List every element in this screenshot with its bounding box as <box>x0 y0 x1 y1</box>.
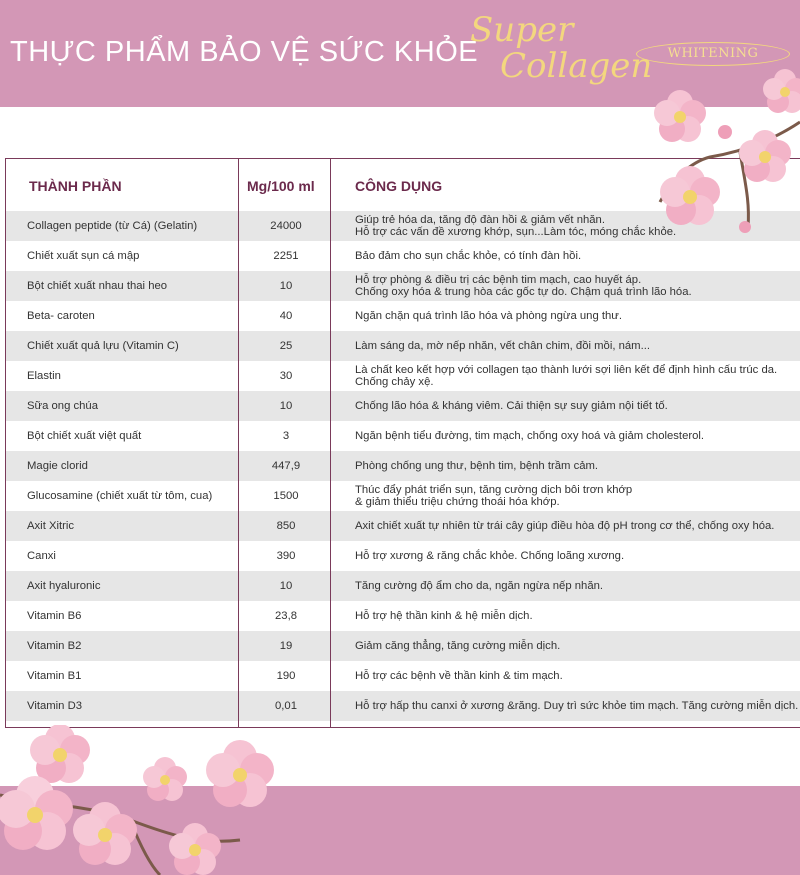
column-header-use: CÔNG DỤNG <box>355 178 443 194</box>
ingredient-use-line: Hỗ trợ xương & răng chắc khỏe. Chống loãng xương. <box>355 550 625 562</box>
table-row <box>6 241 800 271</box>
ingredient-name: Axit Xitric <box>27 520 75 532</box>
table-row <box>6 511 800 541</box>
ingredient-name: Canxi <box>27 550 56 562</box>
table-row <box>6 481 800 511</box>
table-row <box>6 691 800 721</box>
ingredient-use <box>355 391 797 421</box>
ingredient-use <box>355 331 797 361</box>
ingredient-use <box>355 661 797 691</box>
ingredient-name: Bột chiết xuất nhau thai heo <box>27 280 168 292</box>
ingredient-name: Glucosamine (chiết xuất từ tôm, cua) <box>27 490 213 502</box>
ingredient-use-line: Là chất keo kết hợp với collagen tạo thành lưới sợi liên kết để định hình cấu trúc da. <box>355 364 778 376</box>
table-row <box>6 541 800 571</box>
whitening-badge: WHITENING <box>636 42 790 66</box>
ingredient-amount: 23,8 <box>275 610 297 622</box>
table-row <box>6 391 800 421</box>
ingredient-use <box>355 241 797 271</box>
ingredient-name: Sữa ong chúa <box>27 400 99 412</box>
ingredient-name: Chiết xuất sụn cá mập <box>27 250 140 262</box>
table-row <box>6 661 800 691</box>
table-row <box>6 271 800 301</box>
ingredient-amount: 24000 <box>270 220 302 232</box>
ingredient-use-line: Chống lão hóa & kháng viêm. Cải thiện sự suy giảm nội tiết tố. <box>355 400 668 412</box>
ingredient-use-line: Hỗ trợ hấp thu canxi ở xương &răng. Duy trì sức khỏe tim mạch. Tăng cường miễn dịch. <box>355 700 799 712</box>
ingredient-name: Vitamin B6 <box>27 610 82 622</box>
ingredient-use-line: Chống chảy xệ. <box>355 376 434 388</box>
table-row <box>6 301 800 331</box>
ingredient-amount: 10 <box>279 580 293 592</box>
ingredient-use <box>355 451 797 481</box>
ingredient-use <box>355 541 797 571</box>
ingredient-amount: 2251 <box>273 250 299 262</box>
ingredient-name: Vitamin B1 <box>27 670 82 682</box>
ingredient-amount: 447,9 <box>271 460 301 472</box>
ingredient-use-line: Ngăn chặn quá trình lão hóa và phòng ngừa ung thư. <box>355 310 622 322</box>
brand-logo-super: Super <box>470 10 574 50</box>
ingredient-name: Collagen peptide (từ Cá) (Gelatin) <box>27 220 198 232</box>
ingredient-use-line: Hỗ trợ các vấn đề xương khớp, sụn...Làm tóc, móng chắc khỏe. <box>355 226 677 238</box>
ingredient-use-line: Hỗ trợ phòng & điều trị các bệnh tim mạch, cao huyết áp. <box>355 274 642 286</box>
ingredient-amount: 190 <box>276 670 296 682</box>
table-row <box>6 571 800 601</box>
ingredient-use <box>355 631 797 661</box>
ingredient-name: Bột chiết xuất việt quất <box>27 430 142 442</box>
table-row <box>6 361 800 391</box>
ingredient-use <box>355 421 797 451</box>
column-divider <box>238 158 239 727</box>
ingredient-name: Vitamin B2 <box>27 640 82 652</box>
column-header-ingredient: THÀNH PHẦN <box>29 178 122 194</box>
ingredient-use-line: Axit chiết xuất tự nhiên từ trái cây giúp điều hòa độ pH trong cơ thể, chống oxy hóa. <box>355 520 775 532</box>
ingredient-amount: 10 <box>279 400 293 412</box>
ingredient-amount: 40 <box>279 310 293 322</box>
ingredient-amount: 1500 <box>273 490 299 502</box>
ingredient-amount: 0,01 <box>275 700 297 712</box>
ingredient-amount: 390 <box>276 550 296 562</box>
cherry-blossom-bottom-left <box>0 725 290 875</box>
ingredient-use <box>355 301 797 331</box>
table-row <box>6 331 800 361</box>
ingredient-name: Magie clorid <box>27 460 88 472</box>
ingredient-name: Beta- caroten <box>27 310 95 322</box>
ingredient-amount: 3 <box>282 430 290 442</box>
table-row <box>6 421 800 451</box>
ingredient-use <box>355 271 797 301</box>
ingredient-use-line: Hỗ trợ các bệnh về thần kinh & tim mạch. <box>355 670 563 682</box>
ingredient-use-line: Giảm căng thẳng, tăng cường miễn dịch. <box>355 640 561 652</box>
ingredient-use-line: Tăng cường độ ẩm cho da, ngăn ngừa nếp nhăn. <box>355 580 604 592</box>
ingredient-use <box>355 511 797 541</box>
table-body <box>6 211 800 721</box>
ingredient-name: Chiết xuất quả lựu (Vitamin C) <box>27 340 179 352</box>
page-title: THỰC PHẨM BẢO VỆ SỨC KHỎE <box>10 36 479 68</box>
ingredient-use <box>355 691 797 721</box>
cherry-blossom-top-right <box>620 62 800 242</box>
ingredients-table <box>5 158 800 728</box>
ingredient-use <box>355 601 797 631</box>
ingredient-use-line: Giúp trẻ hóa da, tăng độ đàn hồi & giảm vết nhăn. <box>355 214 605 226</box>
ingredient-amount: 850 <box>276 520 296 532</box>
ingredient-amount: 25 <box>279 340 293 352</box>
brand-logo-collagen: Collagen <box>500 46 653 86</box>
ingredient-use-line: Bảo đảm cho sụn chắc khỏe, có tính đàn hồi. <box>355 250 582 262</box>
ingredient-use <box>355 481 797 511</box>
ingredient-amount: 30 <box>279 370 293 382</box>
ingredient-use-line: Chống oxy hóa & trung hòa các gốc tự do. Chậm quá trình lão hóa. <box>355 286 692 298</box>
ingredient-name: Axit hyaluronic <box>27 580 101 592</box>
ingredient-name: Elastin <box>27 370 61 382</box>
column-header-amount: Mg/100 ml <box>247 178 315 194</box>
ingredient-name: Vitamin D3 <box>27 700 83 712</box>
table-row <box>6 631 800 661</box>
ingredient-use-line: Thúc đẩy phát triển sụn, tăng cường dịch bôi trơn khớp <box>355 484 633 496</box>
ingredient-amount: 19 <box>279 640 293 652</box>
column-divider <box>330 158 331 727</box>
ingredient-use-line: Làm sáng da, mờ nếp nhăn, vết chân chim, đồi mồi, nám... <box>355 340 651 352</box>
ingredient-use <box>355 361 797 391</box>
ingredient-use <box>355 571 797 601</box>
ingredient-use-line: & giảm thiểu triệu chứng thoái hóa khớp. <box>355 496 560 508</box>
ingredient-use-line: Phòng chống ung thư, bệnh tim, bệnh trầm cảm. <box>355 460 599 472</box>
table-row <box>6 451 800 481</box>
ingredient-use-line: Hỗ trợ hệ thần kinh & hệ miễn dịch. <box>355 610 533 622</box>
table-row <box>6 601 800 631</box>
ingredient-use-line: Ngăn bệnh tiểu đường, tim mạch, chống oxy hoá và giảm cholesterol. <box>355 430 705 442</box>
ingredient-amount: 10 <box>279 280 293 292</box>
